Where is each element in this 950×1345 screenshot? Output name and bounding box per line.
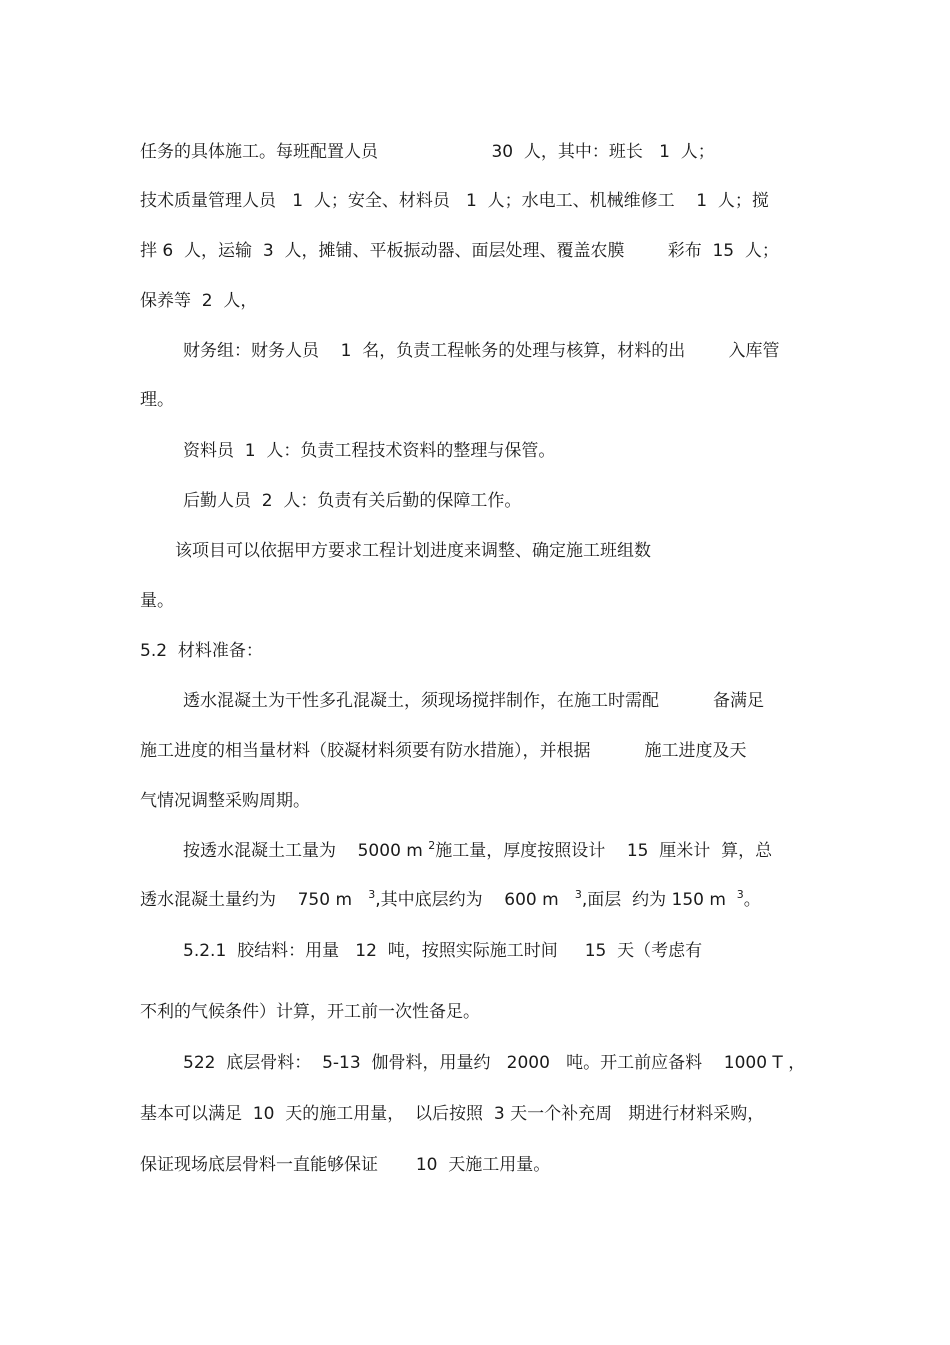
text-line: 任务的具体施工。每班配置人员 30 人，其中：班长 1 人； (140, 142, 715, 162)
superscript: 3 (736, 888, 744, 901)
text-fragment: 施工量，厚度按照设计 15 厘米计 算，总 (435, 841, 773, 861)
text-line: 资料员 1 人：负责工程技术资料的整理与保管。 (183, 441, 556, 461)
text-fragment: 按透水混凝土工量为 5000 m (183, 841, 429, 861)
text-line: 理。 (140, 390, 174, 410)
text-line: 基本可以满足 10 天的施工用量， 以后按照 3 天一个补充周 期进行材料采购， (140, 1104, 765, 1124)
text-fragment: ,面层 约为 150 m (581, 890, 737, 910)
text-line: 透水混凝土为干性多孔混凝土，须现场搅拌制作，在施工时需配 备满足 (183, 691, 765, 711)
superscript: 3 (368, 888, 376, 901)
text-line: 5.2.1 胶结料：用量 12 吨，按照实际施工时间 15 天（考虑有 (183, 941, 703, 961)
text-line: 量。 (140, 591, 174, 611)
superscript: 2 (428, 839, 436, 852)
text-line: 该项目可以依据甲方要求工程计划进度来调整、确定施工班组数 (175, 541, 651, 561)
superscript: 3 (574, 888, 582, 901)
text-line: 技术质量管理人员 1 人；安全、材料员 1 人；水电工、机械维修工 1 人；搅 (140, 191, 769, 211)
section-heading: 5.2 材料准备： (140, 641, 263, 661)
text-line: 气情况调整采购周期。 (140, 791, 310, 811)
text-line: 拌 6 人，运输 3 人，摊铺、平板振动器、面层处理、覆盖农膜 彩布 15 人； (140, 241, 779, 261)
text-line (183, 840, 772, 862)
text-line: 保养等 2 人， (140, 291, 258, 311)
text-fragment: 透水混凝土量约为 750 m (140, 890, 369, 910)
text-fragment: ,其中底层约为 600 m (375, 890, 575, 910)
text-fragment: 。 (743, 890, 761, 910)
text-line: 财务组：财务人员 1 名，负责工程帐务的处理与核算，材料的出 入库管 (183, 341, 780, 361)
text-line (140, 889, 761, 911)
text-line: 施工进度的相当量材料（胶凝材料须要有防水措施），并根据 施工进度及天 (140, 741, 747, 761)
text-line: 保证现场底层骨料一直能够保证 10 天施工用量。 (140, 1155, 551, 1175)
text-line: 522 底层骨料： 5-13 伽骨料，用量约 2000 吨。开工前应备料 1000 T ， (183, 1053, 806, 1073)
text-line: 后勤人员 2 人：负责有关后勤的保障工作。 (183, 491, 522, 511)
text-line: 不利的气候条件）计算，开工前一次性备足。 (140, 1002, 480, 1022)
